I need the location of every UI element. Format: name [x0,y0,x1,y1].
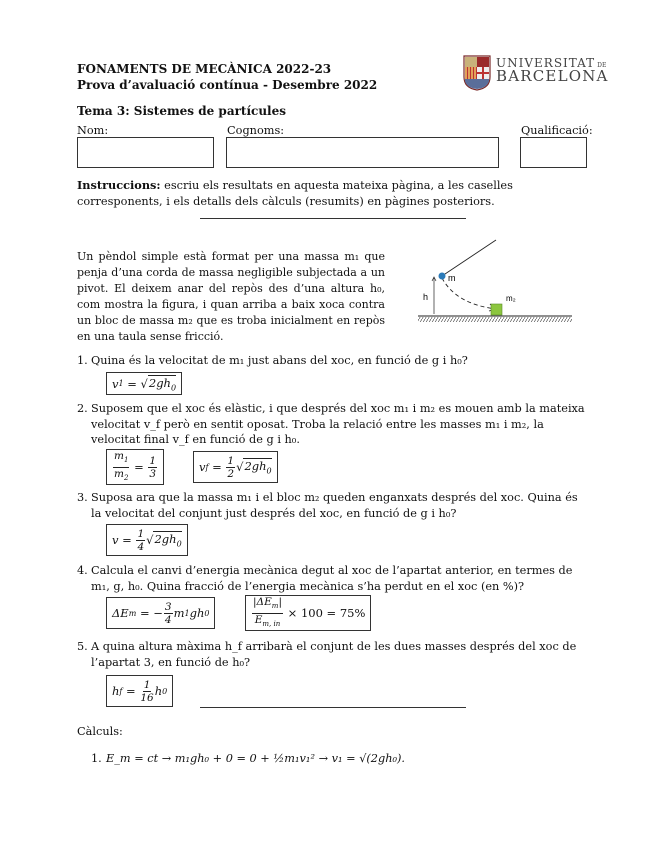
grade-input[interactable] [520,137,587,168]
mass-m1 [439,273,446,280]
divider-2 [200,707,466,708]
problem-statement: Un pèndol simple està format per una massa m₁ que penja d’una corda de massa negligible subjectada a un pivot. El deixem anar del repòs des d’una altura h₀, com mostra la figura, i quan arriba a baix xoca contra un bloc de massa m₂ que es troba inicialment en repòs en una taula sense fricció. [77,250,385,343]
question-5-text: A quina altura màxima h_f arribarà el conjunt de les dues masses després del xoc de l’apartat 3, en funció de h₀? [91,640,577,669]
question-1: 1. Quina és la velocitat de m₁ just abans del xoc, en funció de g i h₀? [77,354,468,367]
name-label: Nom: [77,124,109,137]
divider [200,218,466,219]
instructions-text: escriu els resultats en aquesta mateixa pàgina, a les caselles corresponents, i els detalls dels càlculs (resumits) en pàgines posteriors. [77,179,513,208]
university-name-line2: BARCELONA [496,67,609,85]
question-2: 2. Suposem que el xoc és elàstic, i que després del xoc m₁ i m₂ es mouen amb la mateixa velocitat v_f però en sentit oposat. Troba la relació entre les masses m₁ i m₂, la velocitat final v_f en funció de g i h₀. [77,402,585,446]
topic-title: Tema 3: Sistemes de partícules [77,104,286,118]
course-title: FONAMENTS DE MECÀNICA 2022-23 [77,62,332,76]
calc-num: 1. [91,752,102,765]
answer-4a-box: ΔE m = − $\frac{3}{4}$ m 1 gh 0 [106,597,215,629]
name-input[interactable] [77,137,214,168]
question-4-text: Calcula el canvi d’energia mecànica degut al xoc de l’apartat anterior, en termes de m₁, g, h₀. Quina fracció de l’energia mecànica s’ha perdut en el xoc (en %)? [91,564,573,593]
answer-4b-box: $\frac{|\Delta E_m|}{E_{m, in}}$ × 100 = 75% [245,595,371,631]
answer-2a-box: $\frac{m_1}{m_2}$ = $\frac{1}{3}$ [106,449,164,485]
block-m2 [491,304,502,315]
question-3-text: Suposa ara que la massa m₁ i el bloc m₂ queden enganxats després del xoc. Quina és la velocitat del conjunt just després del xoc, en funció de g i h₀? [91,491,578,520]
question-2-text: Suposem que el xoc és elàstic, i que després del xoc m₁ i m₂ es mouen amb la mateixa velocitat v_f però en sentit oposat. Troba la relació entre les masses m₁ i m₂, la velocitat final v_f en funció de g i h₀. [91,402,585,446]
instructions [77,177,589,210]
calc-line: E_m = ct → m₁gh₀ + 0 = 0 + ½m₁v₁² → v₁ = √(2gh₀). [106,752,406,765]
answer-5-box: h f = $\frac{1}{16}$ h 0 [106,675,173,707]
mass-label: m [448,273,456,283]
grade-label: Qualificació: [521,124,593,137]
question-3: 3. Suposa ara que la massa m₁ i el bloc m₂ queden enganxats després del xoc. Quina és la velocitat del conjunt just després del xoc, en funció de g i h₀? [77,491,578,520]
question-4: 4. Calcula el canvi d’energia mecànica degut al xoc de l’apartat anterior, en termes de m₁, g, h₀. Quina fracció de l’energia mecànica s’ha perdut en el xoc (en %)? [77,564,573,593]
height-label: h [423,292,429,302]
instructions-label: Instruccions: [77,178,161,192]
exam-title: Prova d’avaluació contínua - Desembre 2022 [77,78,378,92]
surname-input[interactable] [226,137,499,168]
block-label: m₂ [506,294,516,303]
answer-3-box: v = $\frac{1}{4}$ √ $2gh_0$ [106,524,188,556]
question-1-text: Quina és la velocitat de m₁ just abans del xoc, en funció de g i h₀? [91,354,468,367]
question-5: 5. A quina altura màxima h_f arribarà el conjunt de les dues masses després del xoc de l’apartat 3, en funció de h₀? [77,640,577,669]
answer-1-box: v 1 = √ $2gh_0$ [106,372,182,395]
answer-2b-box: v f = $\frac{1}{2}$ √ $2gh_0$ [193,451,278,483]
university-name-line1: UNIVERSITAT DE [496,56,607,70]
surname-label: Cognoms: [227,124,285,137]
university-shield-icon [463,55,491,91]
pendulum-figure [416,234,576,326]
calc-title: Càlculs: [77,725,123,738]
